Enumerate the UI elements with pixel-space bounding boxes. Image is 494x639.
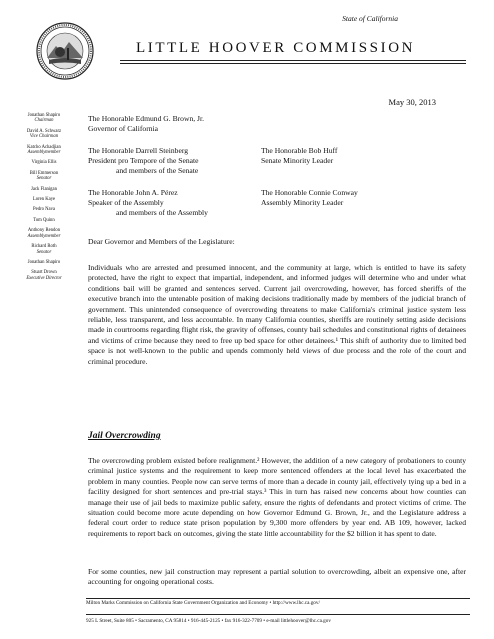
footer-organization: Milton Marks Commission on California State Government Organization and Economy • http://www.lhc.ca.gov/ <box>86 600 320 606</box>
header-rule-2 <box>120 63 466 64</box>
member-entry: Jonathan Shapiro <box>27 259 61 265</box>
footer-contact: 925 L Street, Suite 805 • Sacramento, CA 95814 • 916-445-2125 • fax 916-322-7709 • e-mail littlehoover@lhc.ca.gov <box>86 618 331 624</box>
paragraph-intro: Individuals who are arrested and presumed innocent, and the community at large, which is entitled to have its safety protected, have the right to expect that impartial, independent, and informed judges will determine who and under what conditions bail will be granted and sentences served. Current jail overcrowding, however, has forced sheriffs of the executive branch into the untenable position of making decisions traditionally made by members of the judicial branch of government. This unintended consequence of overcrowding threatens to make California's criminal justice system less reliable, less transparent, and less accountable. In many California counties, sheriffs are routinely setting aside decisions made in courtrooms regarding flight risk, the gravity of offenses, county bail schedules and constitutional rights of detainees and victims of crime because they need to free up bed space for other detainees.¹ This shift of authority due to limited bed space is not well-known to the public and upends commonly held views of due process and the role of the court and criminal procedure. <box>88 263 466 366</box>
header-rule <box>120 60 466 61</box>
address-assembly-speaker: The Honorable John A. Pérez Speaker of the Assembly and members of the Assembly <box>88 188 208 217</box>
address-senate-pro-tem: The Honorable Darrell Steinberg President pro Tempore of the Senate and members of the Senate <box>88 146 199 175</box>
member-entry: Bill Emmerson Senator <box>29 170 59 182</box>
member-entry: Katcho Achadjian Assemblymember <box>27 144 61 156</box>
footer-rule <box>86 598 470 599</box>
member-entry: Tom Quinn <box>33 217 55 223</box>
member-entry: Jonathan Shapiro Chairman <box>27 113 61 124</box>
address-senate-minority: The Honorable Bob Huff Senate Minority Leader <box>261 146 338 165</box>
state-label: State of California <box>342 14 398 23</box>
address-governor: The Honorable Edmund G. Brown, Jr. Governor of California <box>88 114 204 133</box>
state-seal-icon <box>36 22 94 80</box>
letter-date: May 30, 2013 <box>388 97 436 107</box>
paragraph-overcrowding: The overcrowding problem existed before realignment.² However, the addition of a new category of probationers to county criminal justice systems and the requirement to keep more sentenced offenders at the local level has exacerbated the problem in many counties. People now can serve terms of more than a decade in county jail, effectively tying up a bed in a facility designed for short sentences and pre-trial stays.³ This in turn has raised new concerns about how counties can manage their use of jail beds to maximize public safety, ensure the rights of defendants and protect victims of crime. The situation could become more acute depending on how Governor Edmund G. Brown, Jr., and the Legislature address a federal court order to reduce state prison population by 9,300 more offenders by year end. AB 109, however, lacked requirements to report back on outcomes, giving the state little accountability for the $2 billion it has spent to date. <box>88 456 466 538</box>
member-entry: David A. Schwarz Vice Chairman <box>26 128 62 140</box>
member-entry: Richard Roth Senator <box>31 244 57 255</box>
member-sidebar <box>10 113 78 286</box>
footer-rule-2 <box>86 614 470 615</box>
member-entry: Virginia Ellis <box>31 160 57 166</box>
commission-title: LITTLE HOOVER COMMISSION <box>136 40 416 56</box>
member-entry: Jack Flanigan <box>31 186 57 192</box>
section-heading: Jail Overcrowding <box>88 431 161 441</box>
member-entry: Pedro Nava <box>33 207 55 213</box>
paragraph-construction: For some counties, new jail construction may represent a partial solution to overcrowding, albeit an expensive one, after accounting for ongoing operational costs. <box>88 567 466 587</box>
member-entry: Anthony Rendon Assemblymember <box>27 228 61 239</box>
salutation: Dear Governor and Members of the Legislature: <box>88 237 235 246</box>
address-assembly-minority: The Honorable Connie Conway Assembly Minority Leader <box>261 188 358 207</box>
member-entry: Loren Kaye <box>32 197 56 203</box>
member-entry: Stuart Drown Executive Director <box>26 270 62 281</box>
